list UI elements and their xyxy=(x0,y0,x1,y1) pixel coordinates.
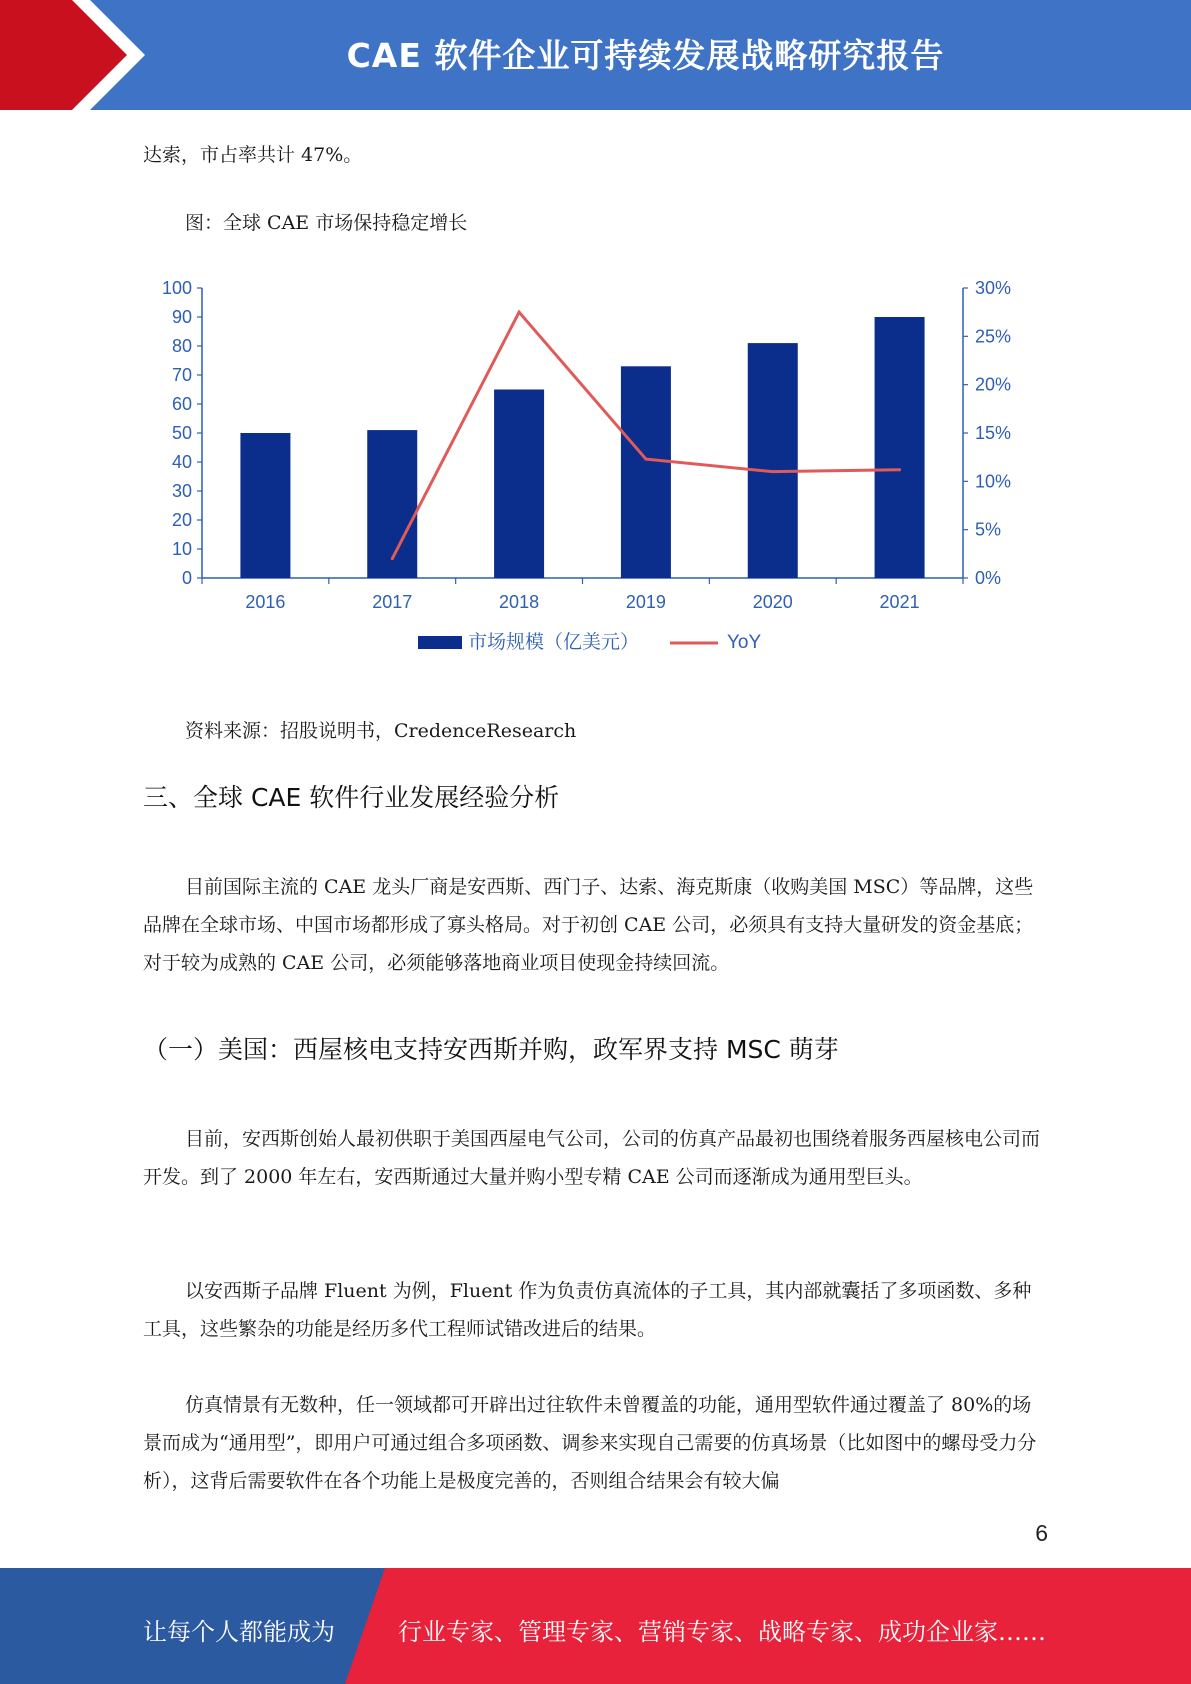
bar-2021 xyxy=(875,317,925,578)
legend-bar-swatch xyxy=(418,636,462,649)
x-tick-label: 2020 xyxy=(752,592,793,612)
y-left-tick-label: 90 xyxy=(171,307,192,327)
y-left-tick-label: 0 xyxy=(181,568,192,588)
y-left-tick-label: 40 xyxy=(171,452,192,472)
y-right-tick-label: 15% xyxy=(975,423,1012,443)
y-left-tick-label: 80 xyxy=(171,336,192,356)
bar-2018 xyxy=(494,390,544,579)
y-left-tick-label: 30 xyxy=(171,481,192,501)
page-number: 6 xyxy=(1035,1520,1048,1546)
y-left-tick-label: 10 xyxy=(171,539,192,559)
footer-slogan-right: 行业专家、管理专家、营销专家、战略专家、成功企业家…… xyxy=(398,1618,1046,1646)
y-left-tick-label: 20 xyxy=(171,510,192,530)
legend-bar-label: 市场规模（亿美元） xyxy=(468,632,640,653)
section-heading: 三、全球 CAE 软件行业发展经验分析 xyxy=(143,783,560,812)
y-left-tick-label: 100 xyxy=(161,278,192,298)
y-right-tick-label: 25% xyxy=(975,326,1012,347)
paragraph-1: 目前国际主流的 CAE 龙头厂商是安西斯、西门子、达索、海克斯康（收购美国 MSC）等品牌，这些品牌在全球市场、中国市场都形成了寡头格局。对于初创 CAE 公司，必须具有支持大量研发的资金基底；对于较为成熟的 CAE 公司，必须能够落地商业项目使现金持续回流。 xyxy=(143,876,1034,974)
paragraph-2: 目前，安西斯创始人最初供职于美国西屋电气公司，公司的仿真产品最初也围绕着服务西屋核电公司而开发。到了 2000 年左右，安西斯通过大量并购小型专精 CAE 公司而逐渐成为通用型巨头。 xyxy=(143,1128,1041,1188)
x-tick-label: 2018 xyxy=(499,592,540,612)
y-right-tick-label: 0% xyxy=(975,568,1002,588)
yoy-point-2019 xyxy=(644,458,647,461)
bar-2016 xyxy=(240,433,290,578)
page-header xyxy=(0,0,1191,110)
source-note: 资料来源：招股说明书，CredenceResearch xyxy=(185,720,577,742)
y-right-tick-label: 30% xyxy=(975,278,1012,298)
yoy-point-2021 xyxy=(898,468,901,471)
x-tick-label: 2021 xyxy=(879,592,920,612)
x-tick-label: 2017 xyxy=(372,592,413,612)
bar-2019 xyxy=(621,366,671,578)
report-title: CAE 软件企业可持续发展战略研究报告 xyxy=(346,36,945,75)
footer-slogan-left: 让每个人都能成为 xyxy=(143,1618,335,1646)
paragraph-3: 以安西斯子品牌 Fluent 为例，Fluent 作为负责仿真流体的子工具，其内部就囊括了多项函数、多种工具，这些繁杂的功能是经历多代工程师试错改进后的结果。 xyxy=(143,1280,1032,1340)
subsection-heading: （一）美国：西屋核电支持安西斯并购，政军界支持 MSC 萌芽 xyxy=(143,1035,839,1064)
y-left-tick-label: 60 xyxy=(171,394,192,414)
yoy-point-2017 xyxy=(391,557,394,560)
paragraph-4: 仿真情景有无数种，任一领域都可开辟出过往软件未曾覆盖的功能，通用型软件通过覆盖了 80%的场景而成为“通用型”，即用户可通过组合多项函数、调参来实现自己需要的仿真场景（比如图中的螺母受力分析），这背后需要软件在各个功能上是极度完善的，否则组合结果会有较大偏 xyxy=(143,1394,1037,1492)
yoy-point-2020 xyxy=(771,470,774,473)
continuation-text: 达索，市占率共计 47%。 xyxy=(143,144,363,166)
x-tick-label: 2016 xyxy=(245,592,286,612)
figure-caption: 图：全球 CAE 市场保持稳定增长 xyxy=(185,212,468,234)
bar-2020 xyxy=(748,343,798,578)
market-growth-chart xyxy=(140,272,1040,672)
y-left-tick-label: 70 xyxy=(171,365,192,385)
y-right-tick-label: 20% xyxy=(975,374,1012,395)
yoy-point-2018 xyxy=(518,311,521,314)
x-tick-label: 2019 xyxy=(625,592,666,612)
legend-line-label: YoY xyxy=(727,632,762,653)
y-right-tick-label: 5% xyxy=(975,519,1002,540)
y-right-tick-label: 10% xyxy=(975,471,1012,492)
y-left-tick-label: 50 xyxy=(171,423,192,443)
